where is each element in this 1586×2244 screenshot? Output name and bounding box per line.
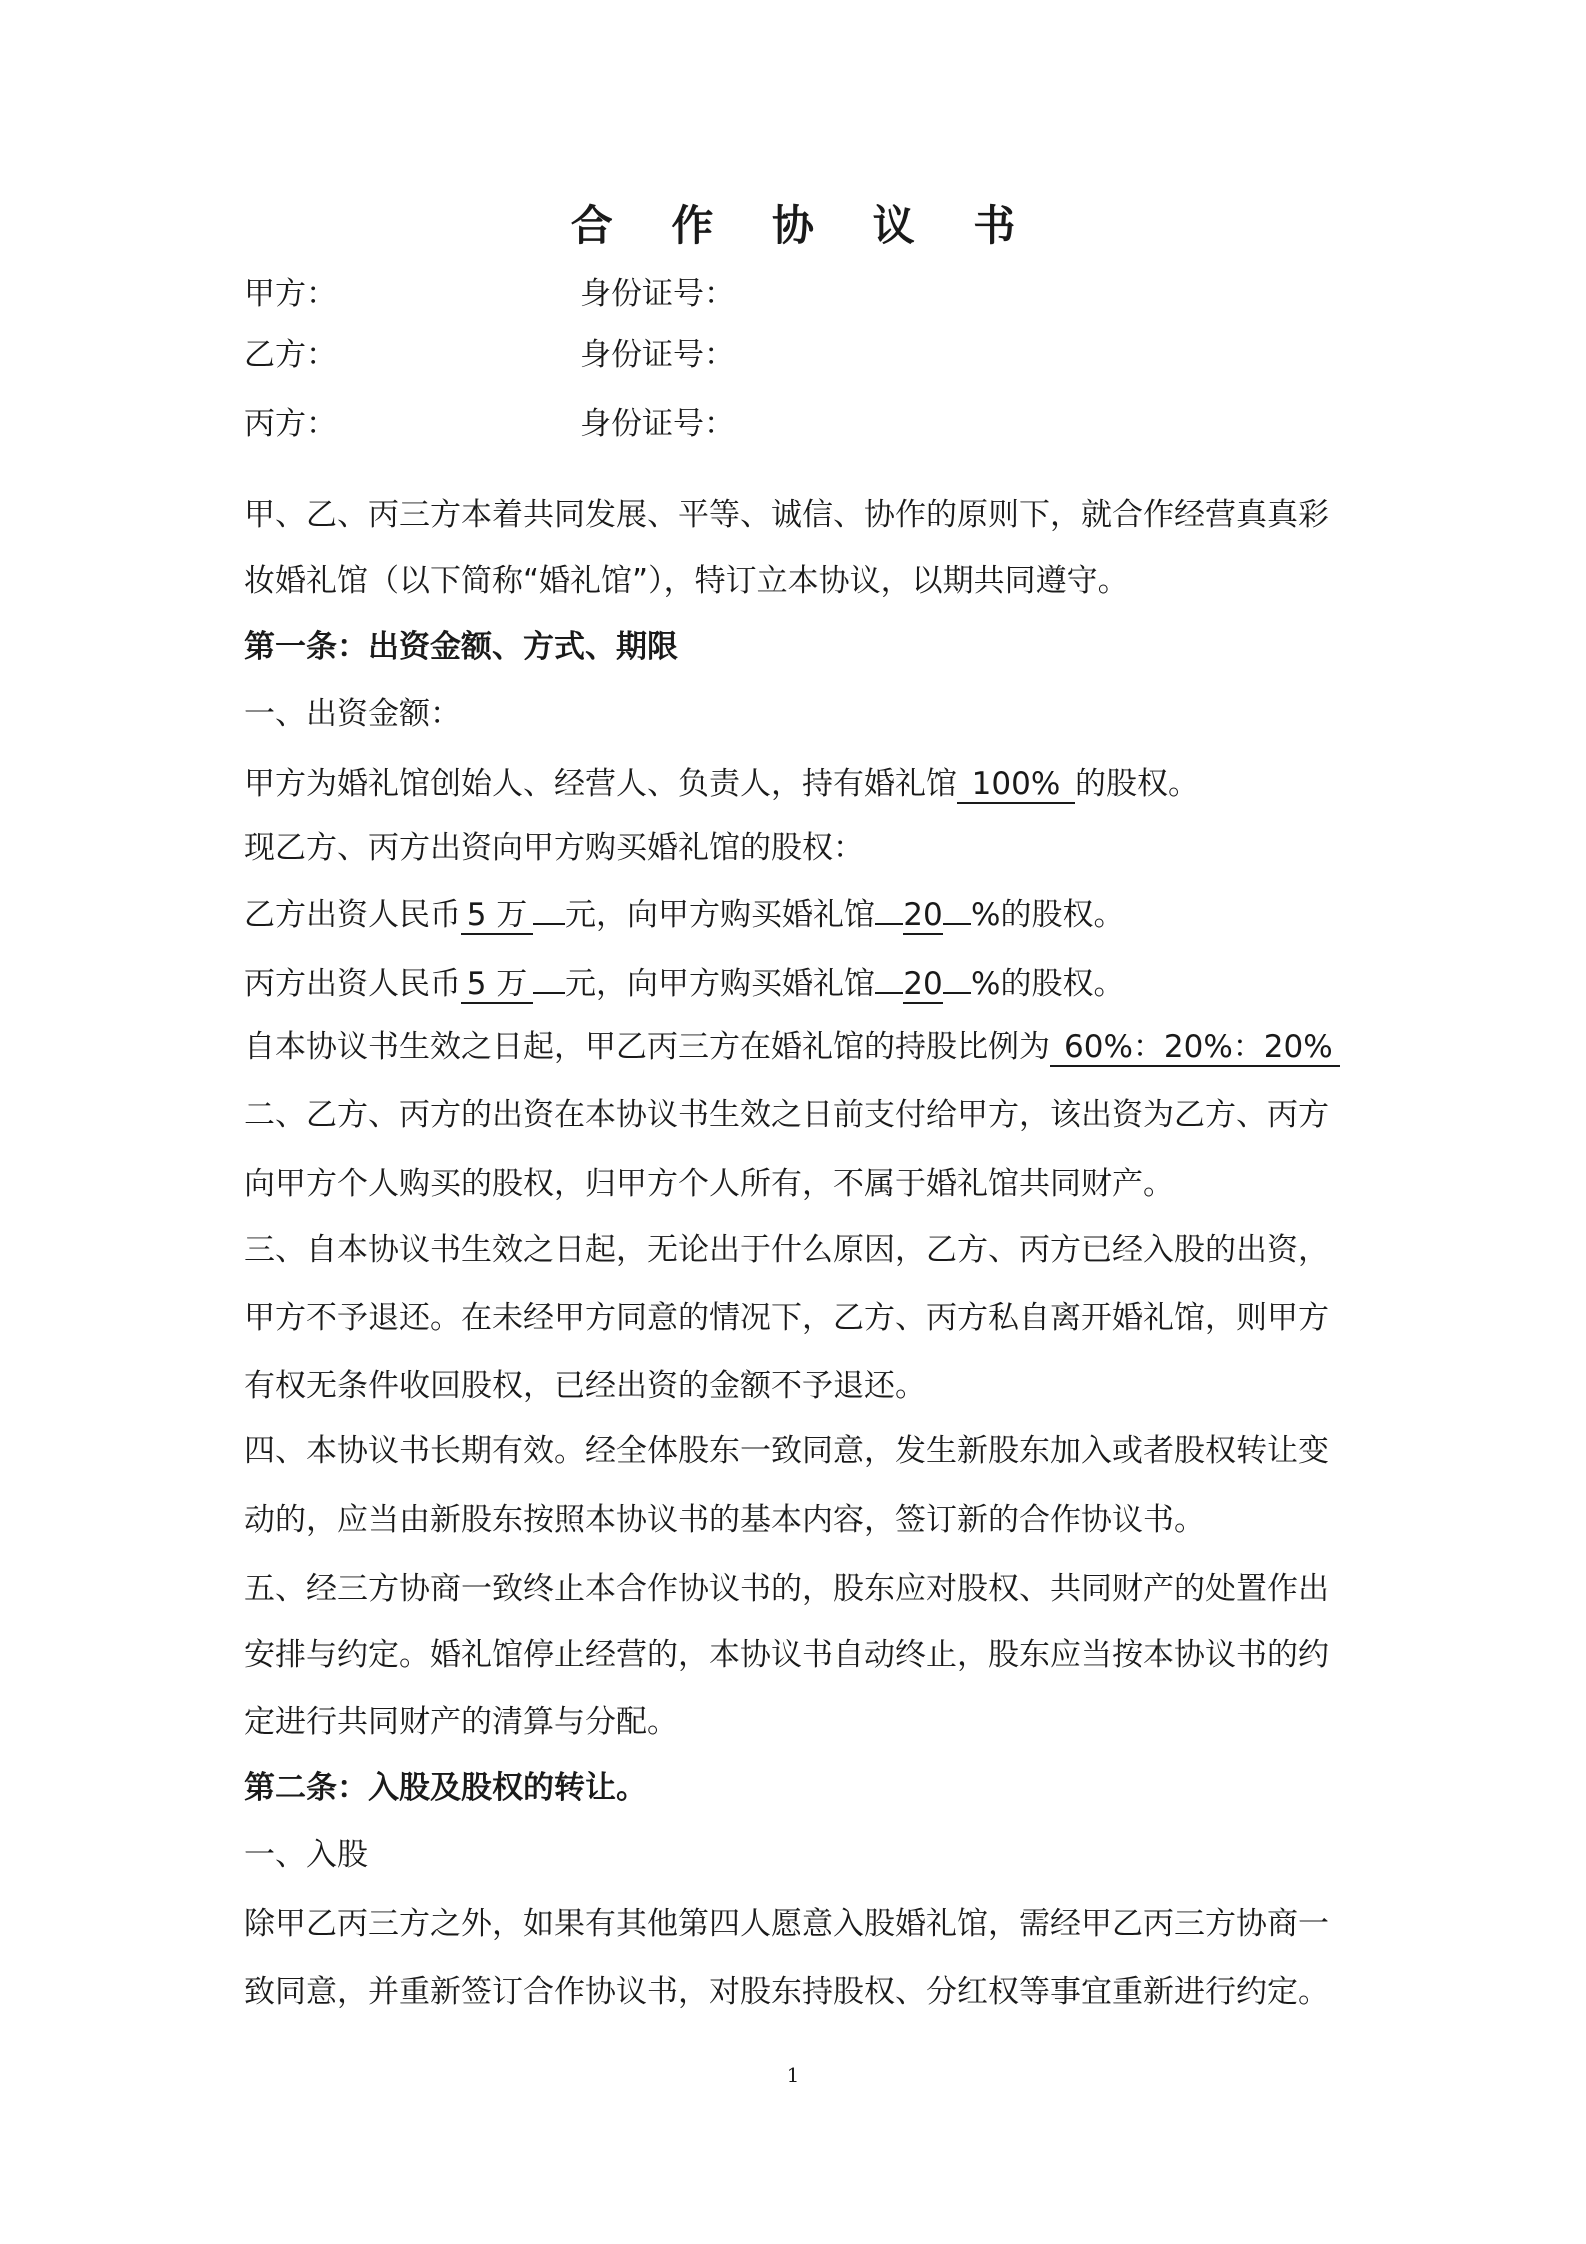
party-b-amount-blank — [533, 923, 565, 925]
party-c-label: 丙方： — [244, 406, 337, 442]
clause-4-line-1: 四、本协议书长期有效。经全体股东一致同意，发生新股东加入或者股权转让变 — [244, 1433, 1329, 1469]
party-c-investment-line — [244, 962, 1124, 1006]
owner-share-line — [244, 762, 1199, 806]
article-2-sub-heading: 一、入股 — [244, 1837, 368, 1873]
article-1-sub-heading: 一、出资金额： — [244, 696, 461, 732]
clause-5-line-2: 安排与约定。婚礼馆停止经营的，本协议书自动终止，股东应当按本协议书的约 — [244, 1637, 1329, 1673]
document-title: 合 作 协 议 书 — [570, 201, 1038, 250]
party-b-percent-blank-right — [943, 923, 971, 925]
owner-share-value: 100% — [957, 766, 1075, 804]
party-c-percent-blank-right — [943, 992, 971, 994]
party-c-percent-blank-left — [875, 992, 903, 994]
party-b-investment-line — [244, 893, 1124, 937]
clause-2-line-1: 二、乙方、丙方的出资在本协议书生效之日前支付给甲方，该出资为乙方、丙方 — [244, 1097, 1329, 1133]
party-b-investment-mid: 元，向甲方购买婚礼馆 — [565, 897, 875, 933]
party-b-investment-suffix: %的股权。 — [971, 897, 1125, 933]
party-a-id-label: 身份证号： — [580, 276, 735, 312]
clause-3-line-2: 甲方不予退还。在未经甲方同意的情况下，乙方、丙方私自离开婚礼馆，则甲方 — [244, 1300, 1329, 1336]
party-c-id-label: 身份证号： — [580, 406, 735, 442]
share-ratio-line — [244, 1025, 1340, 1069]
owner-share-suffix: 的股权。 — [1075, 766, 1199, 802]
page-number: 1 — [786, 2063, 800, 2087]
party-c-investment-suffix: %的股权。 — [971, 966, 1125, 1002]
party-c-amount: 5 万 — [461, 966, 533, 1004]
party-b-amount: 5 万 — [461, 897, 533, 935]
party-c-investment-prefix: 丙方出资人民币 — [244, 966, 461, 1002]
party-c-percent: 20 — [903, 966, 943, 1002]
preamble-line-1: 甲、乙、丙三方本着共同发展、平等、诚信、协作的原则下，就合作经营真真彩 — [244, 497, 1329, 533]
article-2-body-line-2: 致同意，并重新签订合作协议书，对股东持股权、分红权等事宜重新进行约定。 — [244, 1974, 1329, 2010]
party-b-percent-blank-left — [875, 923, 903, 925]
share-ratio-value: 60%：20%：20% — [1050, 1029, 1340, 1067]
clause-5-line-3: 定进行共同财产的清算与分配。 — [244, 1704, 678, 1740]
party-b-id-label: 身份证号： — [580, 337, 735, 373]
preamble-line-2: 妆婚礼馆（以下简称“婚礼馆”），特订立本协议，以期共同遵守。 — [244, 563, 1129, 599]
article-1-heading: 第一条：出资金额、方式、期限 — [244, 629, 678, 665]
clause-4-line-2: 动的，应当由新股东按照本协议书的基本内容，签订新的合作协议书。 — [244, 1502, 1205, 1538]
owner-share-prefix: 甲方为婚礼馆创始人、经营人、负责人，持有婚礼馆 — [244, 766, 957, 802]
party-b-investment-prefix: 乙方出资人民币 — [244, 897, 461, 933]
party-b-label: 乙方： — [244, 337, 337, 373]
clause-2-line-2: 向甲方个人购买的股权，归甲方个人所有，不属于婚礼馆共同财产。 — [244, 1166, 1174, 1202]
article-2-body-line-1: 除甲乙丙三方之外，如果有其他第四人愿意入股婚礼馆，需经甲乙丙三方协商一 — [244, 1906, 1329, 1942]
party-c-investment-mid: 元，向甲方购买婚礼馆 — [565, 966, 875, 1002]
clause-5-line-1: 五、经三方协商一致终止本合作协议书的，股东应对股权、共同财产的处置作出 — [244, 1571, 1329, 1607]
clause-3-line-3: 有权无条件收回股权，已经出资的金额不予退还。 — [244, 1368, 926, 1404]
clause-3-line-1: 三、自本协议书生效之日起，无论出于什么原因，乙方、丙方已经入股的出资， — [244, 1232, 1329, 1268]
party-a-label: 甲方： — [244, 276, 337, 312]
purchase-intro: 现乙方、丙方出资向甲方购买婚礼馆的股权： — [244, 830, 864, 866]
share-ratio-prefix: 自本协议书生效之日起，甲乙丙三方在婚礼馆的持股比例为 — [244, 1029, 1050, 1065]
article-2-heading: 第二条：入股及股权的转让。 — [244, 1770, 647, 1806]
party-b-percent: 20 — [903, 897, 943, 933]
party-c-amount-blank — [533, 992, 565, 994]
